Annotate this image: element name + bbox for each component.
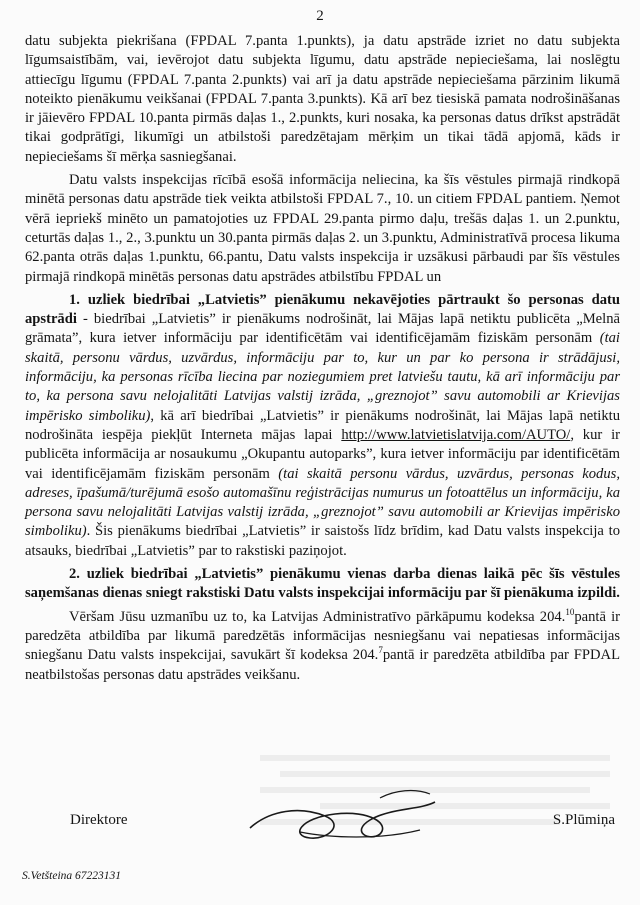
- obligation-1-italic-a: (tai skaitā, personu vārdus, uzvārdus, informāciju par to, kur un par ko persona ir strādājusi, informāciju, ka personas rīcība liecina par noziegumiem pret latviešu tautu, kā arī informāciju par to, ka persona savu nelojalitāti Latvijas valstij izrāda, „greznojot” savu automobili ar Krievijas impērisko simboliku): [25, 330, 620, 424]
- liability-sup-1: 10: [565, 606, 575, 617]
- handwritten-signature: [230, 780, 450, 860]
- obligation-item-1: [25, 291, 620, 561]
- obligation-1-text-b: , kā arī biedrībai „Latvietis” ir pienākums nodrošināt, lai Mājas lapā netiktu nodrošināta iespēja piekļūt Interneta mājas lapai: [25, 407, 620, 443]
- obligation-1-text-d: . Šis pienākums biedrībai „Latvietis” ir saistošs līdz brīdim, kad Datu valsts inspekcija to atsauks, biedrībai „Latvietis” par to rakstiski paziņojot.: [25, 523, 620, 559]
- liability-text-b: pantā ir paredzēta atbildība par likumā paredzētās informācijas nesniegšanu vai nepatiesas informācijas sniegšanu Datu valsts inspekcijai, savukārt šī kodeksa 204.: [25, 608, 620, 664]
- obligation-1-heading: 1. uzliek biedrībai „Latvietis” pienākumu nekavējoties pārtraukt šo personas datu apstrādi: [25, 291, 620, 328]
- signer-title: Direktore: [70, 812, 128, 828]
- page-number: 2: [316, 8, 324, 24]
- paragraph-legal-basis: datu subjekta piekrišana (FPDAL 7.panta 1.punkts), ja datu apstrāde izriet no datu subjekta līgumsaistībām, vai, ievērojot datu subjekta līgumu, datu apstrāde nepieciešama, lai noslēgtu attiecīgu līgumu (FPDAL 7.panta 2.punkts) vai arī ja datu apstrāde nepieciešama pārzinim likumā noteikto pienākumu veikšanai (FPDAL 7.panta 3.punkts). Kā arī bez tiesiskā pamata nodrošināšanas ir jāievēro FPDAL 10.panta pirmās daļas 1., 2.punkts, kuri nosaka, ka personas datus drīkst apstrādāt tikai godprātīgi, likumīgi un atbilstoši paredzētajam mērķim un tikai tādā apjomā, kāds ir nepieciešams šī mērķa sasniegšanai.: [25, 33, 620, 165]
- contact-line: S.Vetšteina 67223131: [22, 870, 122, 882]
- obligation-1-text-a: - biedrībai „Latvietis” ir pienākums nodrošināt, lai Mājas lapā netiktu publicēta „Melnā grāmata”, kura ietver informāciju par identificētām vai identificējamām fiziskām personām: [25, 311, 620, 347]
- auto-page-link[interactable]: http://www.latvietislatvija.com/AUTO/: [341, 426, 571, 443]
- paragraph-inspection-findings: Datu valsts inspekcijas rīcībā esošā informācija neliecina, ka šīs vēstules pirmajā rindkopā minētā personas datu apstrāde tiek veikta atbilstoši FPDAL 7., 10. un citiem FPDAL pantiem. Ņemot vērā iepriekš minēto un pamatojoties uz FPDAL 29.panta pirmo daļu, trešās daļas 1. un 2.punktu, ceturtās daļas 1., 2., 3.punktu un 30.panta pirmās daļas 2. un 3.punktu, Administratīvā procesa likuma 62.panta otrās daļas 1.punktu, 66.pantu, Datu valsts inspekcija ir uzsākusi pārbaudi par šīs vēstules pirmajā rindkopā minētās personas datu apstrādes atbilstību FPDAL un: [25, 172, 620, 285]
- obligation-1-text-c: , kur ir publicēta informācija ar nosaukumu „Okupantu autoparks”, kura ietver informāciju par identificētām vai identificējamām fiziskām personām: [25, 426, 620, 482]
- paragraph-liability-notice: [25, 608, 620, 685]
- letter-body: [25, 32, 620, 685]
- liability-text-c: pantā ir paredzēta atbildība par FPDAL neatbilstošas personas datu apstrādes veikšanu.: [25, 647, 620, 683]
- liability-sup-2: 7: [378, 645, 383, 656]
- obligation-1-italic-b: (tai skaitā personu vārdus, uzvārdus, personas kodus, adreses, īpašumā/turējumā esošo automašīnu reģistrācijas numurus un fotoattēlus un informāciju, ka persona savu nelojalitāti Latvijas valstij izrāda, „greznojot” savu automobili ar Krievijas impērisko simboliku): [25, 465, 620, 540]
- signer-name: S.Plūmiņa: [552, 812, 615, 828]
- obligation-item-2: 2. uzliek biedrībai „Latvietis” pienākumu vienas darba dienas laikā pēc šīs vēstules saņemšanas dienas sniegt rakstiski Datu valsts inspekcijai informāciju par šī pienākuma izpildi.: [25, 566, 620, 602]
- liability-text-a: Vēršam Jūsu uzmanību uz to, ka Latvijas Administratīvo pārkāpumu kodeksa 204.: [69, 608, 566, 625]
